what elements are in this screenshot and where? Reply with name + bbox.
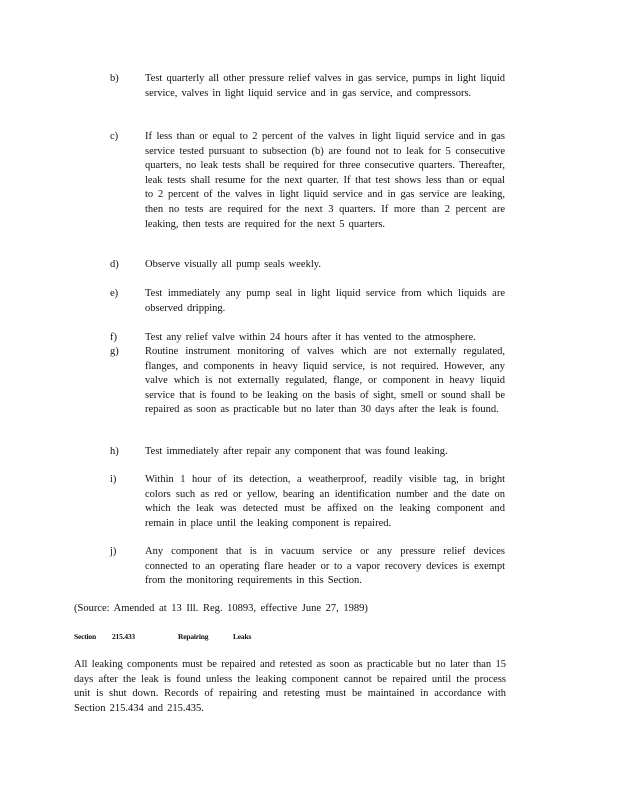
item-label: e)	[110, 288, 119, 299]
item-label: i)	[110, 474, 117, 485]
item-label: j)	[110, 546, 117, 557]
item-text: Test any relief valve within 24 hours after it has vented to the atmosphere.	[145, 332, 476, 343]
item-text: Any component that is in vacuum service or any pressure relief devices connected to an operating flare header or to a vapor recovery devices is exempt from the monitoring requirements in this Section.	[145, 546, 505, 587]
section-title-word: Leaks	[233, 632, 252, 641]
item-label: h)	[110, 446, 119, 457]
item-text: If less than or equal to 2 percent of the valves in light liquid service and in gas service tested pursuant to subsection (b) are found not to leak for 5 consecutive quarters, no leak tests shall be required for three consecutive quarters. Thereafter, leak tests shall resume for the next quarter. If that test shows less than or equal to 2 percent of the valves in light liquid service and in gas service are leaking, then no tests are required for the next 3 quarters. If more than 2 percent are leaking, then tests are required for the next 5 quarters.	[145, 131, 505, 230]
item-text: Within 1 hour of its detection, a weatherproof, readily visible tag, in bright colors such as red or yellow, bearing an identification number and the date on which the leak was detected must be affixed on the leaking component and remain in place until the leaking component is repaired.	[145, 474, 505, 529]
item-label: b)	[110, 73, 119, 84]
section-title-word: Repairing	[178, 632, 209, 641]
item-text: Test immediately after repair any component that was found leaking.	[145, 446, 448, 457]
item-text: Test immediately any pump seal in light liquid service from which liquids are observed dripping.	[145, 288, 505, 314]
source-note: (Source: Amended at 13 Ill. Reg. 10893, effective June 27, 1989)	[74, 603, 368, 614]
section-heading	[74, 631, 374, 643]
item-text: Observe visually all pump seals weekly.	[145, 259, 321, 270]
section-number: 215.433	[112, 632, 135, 641]
item-label: f)	[110, 332, 117, 343]
section-prefix: Section	[74, 632, 96, 641]
item-label: d)	[110, 259, 119, 270]
item-label: c)	[110, 131, 119, 142]
item-label: g)	[110, 346, 119, 357]
item-text: Test quarterly all other pressure relief valves in gas service, pumps in light liquid service, valves in light liquid service and in gas service, and compressors.	[145, 73, 505, 99]
section-body: All leaking components must be repaired and retested as soon as practicable but no later than 15 days after the leak is found unless the leaking component cannot be repaired until the process unit is shut down. Records of repairing and retesting must be maintained in accordance with Section 215.434 and 215.435.	[74, 659, 506, 714]
item-text: Routine instrument monitoring of valves which are not externally regulated, flanges, and components in heavy liquid service, is not required. However, any valve which is not externally regulated, flange, or component in heavy liquid service that is found to be leaking on the basis of sight, smell or sound shall be repaired as soon as practicable but no later than 30 days after the leak is found.	[145, 346, 505, 416]
